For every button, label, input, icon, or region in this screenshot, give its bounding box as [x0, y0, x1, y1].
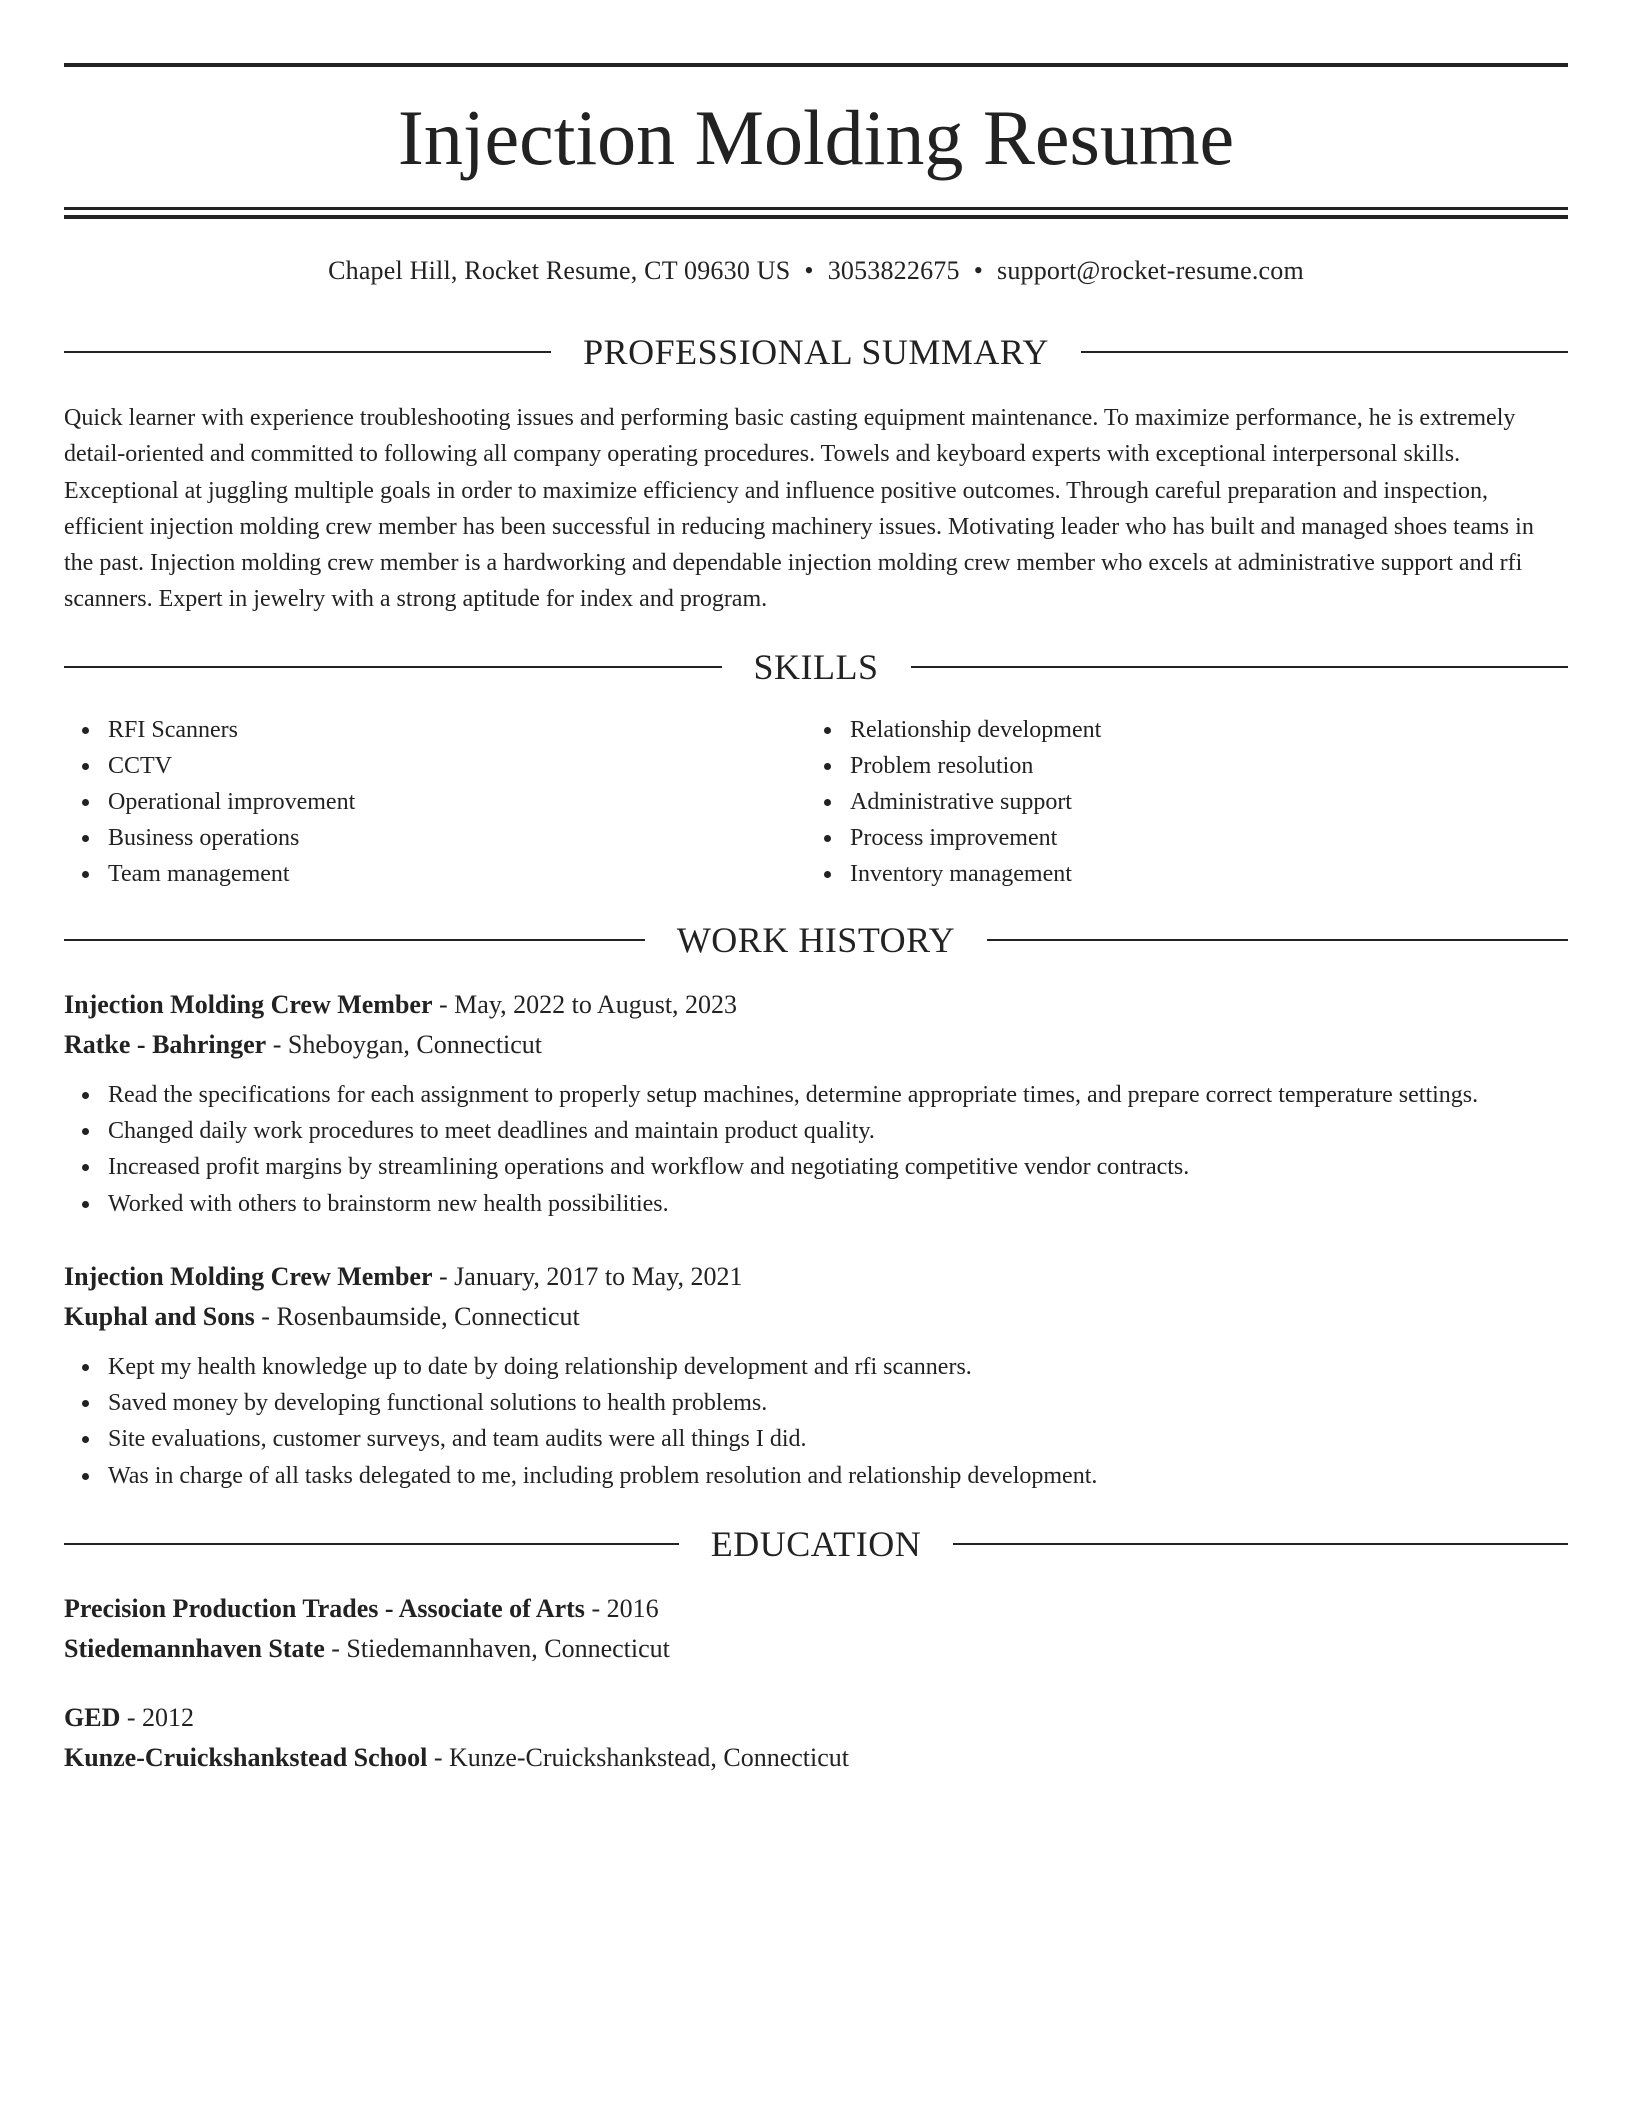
divider-line — [953, 1543, 1568, 1545]
resume-title: Injection Molding Resume — [397, 94, 1235, 181]
top-rule — [64, 63, 1568, 67]
school-location: - Kunze-Cruickshankstead, Connecticut — [427, 1743, 849, 1772]
section-title: EDUCATION — [710, 1524, 922, 1564]
skill-item: Business operations — [108, 820, 806, 856]
skill-item: Team management — [108, 856, 806, 892]
school-row — [64, 1629, 1568, 1669]
education-section-header — [64, 1522, 1568, 1566]
job-company: Kuphal and Sons — [64, 1302, 255, 1331]
skill-item: Process improvement — [850, 820, 1548, 856]
divider-line — [987, 939, 1568, 941]
contact-separator: • — [973, 256, 983, 285]
divider-line — [911, 666, 1569, 668]
divider-line — [64, 1543, 679, 1545]
section-title: SKILLS — [753, 647, 879, 687]
title-rule-upper — [64, 207, 1568, 210]
skill-item: Operational improvement — [108, 784, 806, 820]
school-name: Kunze-Cruickshankstead School — [64, 1743, 428, 1772]
contact-address: Chapel Hill, Rocket Resume, CT 09630 US — [328, 256, 791, 285]
work-section-header — [64, 918, 1568, 962]
job-bullet: Increased profit margins by streamlining operations and workflow and negotiating competitive vendor contracts. — [108, 1149, 1568, 1185]
job-company-row — [64, 1297, 1568, 1337]
job-location: - Sheboygan, Connecticut — [266, 1030, 543, 1059]
contact-line — [64, 254, 1568, 288]
school-location: - Stiedemannhaven, Connecticut — [324, 1634, 670, 1663]
skill-item: CCTV — [108, 748, 806, 784]
job-bullets — [64, 1349, 1568, 1494]
skills-column-right — [806, 712, 1548, 892]
job-bullet: Was in charge of all tasks delegated to me, including problem resolution and relationship development. — [108, 1458, 1568, 1494]
school-name: Stiedemannhaven State — [64, 1634, 325, 1663]
degree-year: - 2012 — [120, 1703, 195, 1732]
degree-row — [64, 1698, 1568, 1738]
job-bullet: Worked with others to brainstorm new health possibilities. — [108, 1186, 1568, 1222]
contact-email: support@rocket-resume.com — [997, 256, 1304, 285]
job-title-row — [64, 985, 1568, 1025]
job-location: - Rosenbaumside, Connecticut — [254, 1302, 580, 1331]
section-title: PROFESSIONAL SUMMARY — [583, 332, 1049, 372]
divider-line — [64, 939, 645, 941]
divider-line — [64, 351, 551, 353]
school-row — [64, 1738, 1568, 1778]
skills-section-header — [64, 645, 1568, 689]
skills-list — [64, 712, 1568, 892]
job-bullets — [64, 1077, 1568, 1222]
job-title: Injection Molding Crew Member — [64, 990, 433, 1019]
education-entry — [64, 1698, 1568, 1778]
title-rule-lower — [64, 215, 1568, 219]
section-title: WORK HISTORY — [676, 920, 956, 960]
job-bullet: Saved money by developing functional solutions to health problems. — [108, 1385, 1568, 1421]
skill-item: Problem resolution — [850, 748, 1548, 784]
skill-item: RFI Scanners — [108, 712, 806, 748]
job-company: Ratke - Bahringer — [64, 1030, 267, 1059]
skills-column-left — [64, 712, 806, 892]
summary-text: Quick learner with experience troubleshooting issues and performing basic casting equipment maintenance. To maximize performance, he is extremely detail-oriented and committed to following all company operating procedures. Towels and keyboard experts with exceptional interpersonal skills. Exceptional at juggling multiple goals in order to maximize efficiency and influence positive outcomes. Through careful preparation and inspection, efficient injection molding crew member has been successful in reducing machinery issues. Motivating leader who has built and managed shoes teams in the past. Injection molding crew member is a hardworking and dependable injection molding crew member who excels at administrative support and rfi scanners. Expert in jewelry with a strong aptitude for index and program. — [64, 405, 1534, 613]
education-entry — [64, 1589, 1568, 1669]
job-title: Injection Molding Crew Member — [64, 1262, 433, 1291]
contact-separator: • — [804, 256, 814, 285]
job-entry — [64, 1257, 1568, 1494]
job-title-row — [64, 1257, 1568, 1297]
skill-item: Administrative support — [850, 784, 1548, 820]
contact-phone: 3053822675 — [827, 256, 960, 285]
job-bullet: Kept my health knowledge up to date by doing relationship development and rfi scanners. — [108, 1349, 1568, 1385]
job-bullet: Site evaluations, customer surveys, and team audits were all things I did. — [108, 1421, 1568, 1457]
degree-name: GED — [64, 1703, 121, 1732]
divider-line — [1081, 351, 1568, 353]
job-bullet: Changed daily work procedures to meet deadlines and maintain product quality. — [108, 1113, 1568, 1149]
job-company-row — [64, 1025, 1568, 1065]
skill-item: Relationship development — [850, 712, 1548, 748]
degree-row — [64, 1589, 1568, 1629]
degree-name: Precision Production Trades - Associate of Arts — [64, 1594, 585, 1623]
job-bullet: Read the specifications for each assignment to properly setup machines, determine appropriate times, and prepare correct temperature settings. — [108, 1077, 1568, 1113]
degree-year: - 2016 — [584, 1594, 659, 1623]
summary-section-header — [64, 330, 1568, 374]
job-dates: - January, 2017 to May, 2021 — [432, 1262, 743, 1291]
divider-line — [64, 666, 722, 668]
skill-item: Inventory management — [850, 856, 1548, 892]
job-dates: - May, 2022 to August, 2023 — [432, 990, 738, 1019]
job-entry — [64, 985, 1568, 1222]
